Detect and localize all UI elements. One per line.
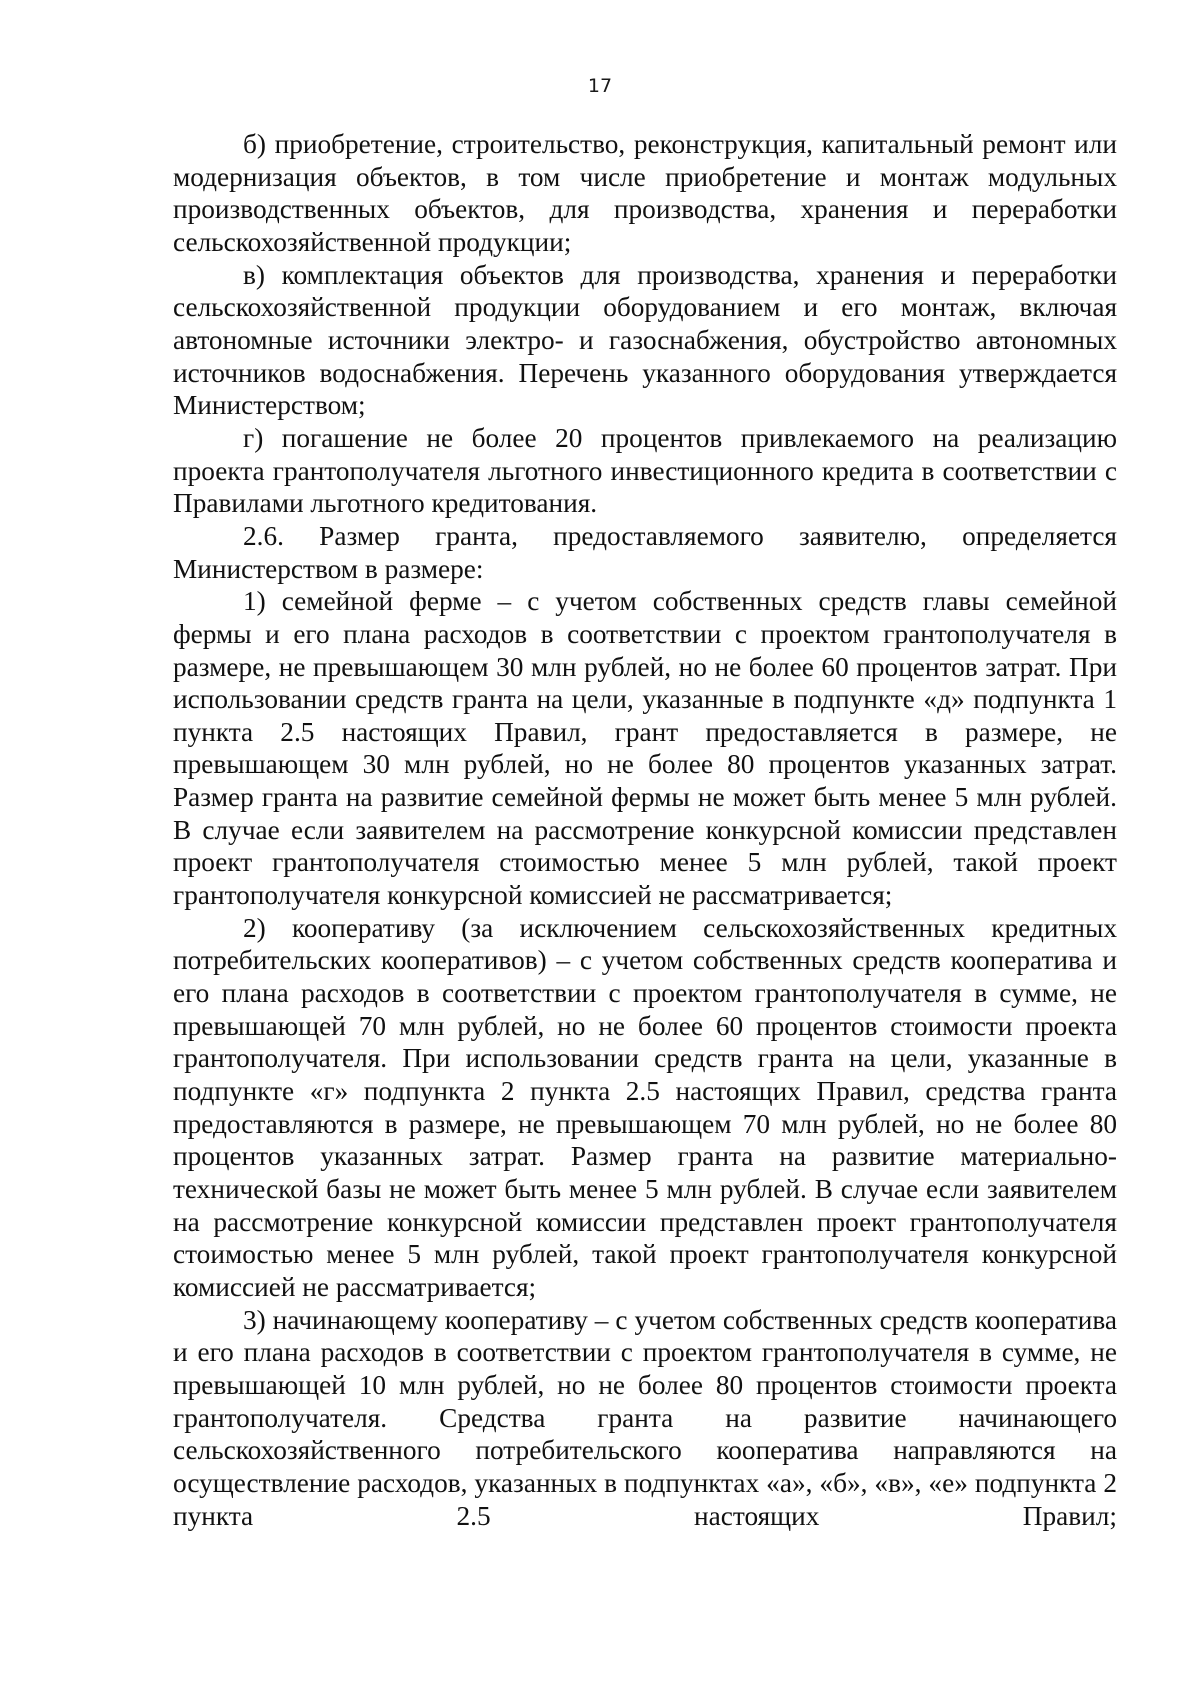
paragraph-b-acquisition: б) приобретение, строительство, реконструкция, капитальный ремонт или модернизация объектов, в том числе приобретение и монтаж модульных производственных объектов, для производства, хранения и переработки сельскохозяйственной продукции; bbox=[173, 129, 1117, 257]
paragraph-1-family-farm: 1) семейной ферме – с учетом собственных средств главы семейной фермы и его плана расходов в соответствии с проектом грантополучателя в размере, не превышающем 30 млн рублей, но не более 60 процентов затрат. При использовании средств гранта на цели, указанные в подпункте «д» подпункта 1 пункта 2.5 настоящих Правил, грант предоставляется в размере, не превышающем 30 млн рублей, но не более 80 процентов указанных затрат. Размер гранта на развитие семейной фермы не может быть менее 5 млн рублей. В случае если заявителем на рассмотрение конкурсной комиссии представлен проект грантополучателя стоимостью менее 5 млн рублей, такой проект грантополучателя конкурсной комиссией не рассматривается; bbox=[173, 586, 1117, 911]
paragraph-2-6-grant-size: 2.6. Размер гранта, предоставляемого заявителю, определяется Министерством в размере: bbox=[173, 520, 1117, 584]
paragraph-3-starting-cooperative: 3) начинающему кооперативу – с учетом собственных средств кооператива и его плана расходов в соответствии с проектом грантополучателя в сумме, не превышающей 10 млн рублей, но не более 80 процентов стоимости проекта грантополучателя. Средства гранта на развитие начинающего сельскохозяйственного потребительского кооператива направляются на осуществление расходов, указанных в подпунктах «а», «б», «в», «е» подпункта 2 пункта 2.5 настоящих Правил; bbox=[173, 1304, 1117, 1531]
page-number: 17 bbox=[587, 75, 613, 97]
paragraph-2-cooperative: 2) кооперативу (за исключением сельскохозяйственных кредитных потребительских кооперативов) – с учетом собственных средств кооператива и его плана расходов в соответствии с проектом грантополучателя в сумме, не превышающей 70 млн рублей, но не более 60 процентов стоимости проекта грантополучателя. При использовании средств гранта на цели, указанные в подпункте «г» подпункта 2 пункта 2.5 настоящих Правил, средства гранта предоставляются в размере, не превышающем 70 млн рублей, но не более 80 процентов указанных затрат. Размер гранта на развитие материально-технической базы не может быть менее 5 млн рублей. В случае если заявителем на рассмотрение конкурсной комиссии представлен проект грантополучателя стоимостью менее 5 млн рублей, такой проект грантополучателя конкурсной комиссией не рассматривается; bbox=[173, 912, 1117, 1302]
paragraph-v-equipment: в) комплектация объектов для производства, хранения и переработки сельскохозяйственной продукции оборудованием и его монтаж, включая автономные источники электро- и газоснабжения, обустройство автономных источников водоснабжения. Перечень указанного оборудования утверждается Министерством; bbox=[173, 259, 1117, 421]
paragraph-g-loan-repayment: г) погашение не более 20 процентов привлекаемого на реализацию проекта грантополучателя льготного инвестиционного кредита в соответствии с Правилами льготного кредитования. bbox=[173, 422, 1117, 519]
document-body bbox=[173, 128, 1117, 1532]
